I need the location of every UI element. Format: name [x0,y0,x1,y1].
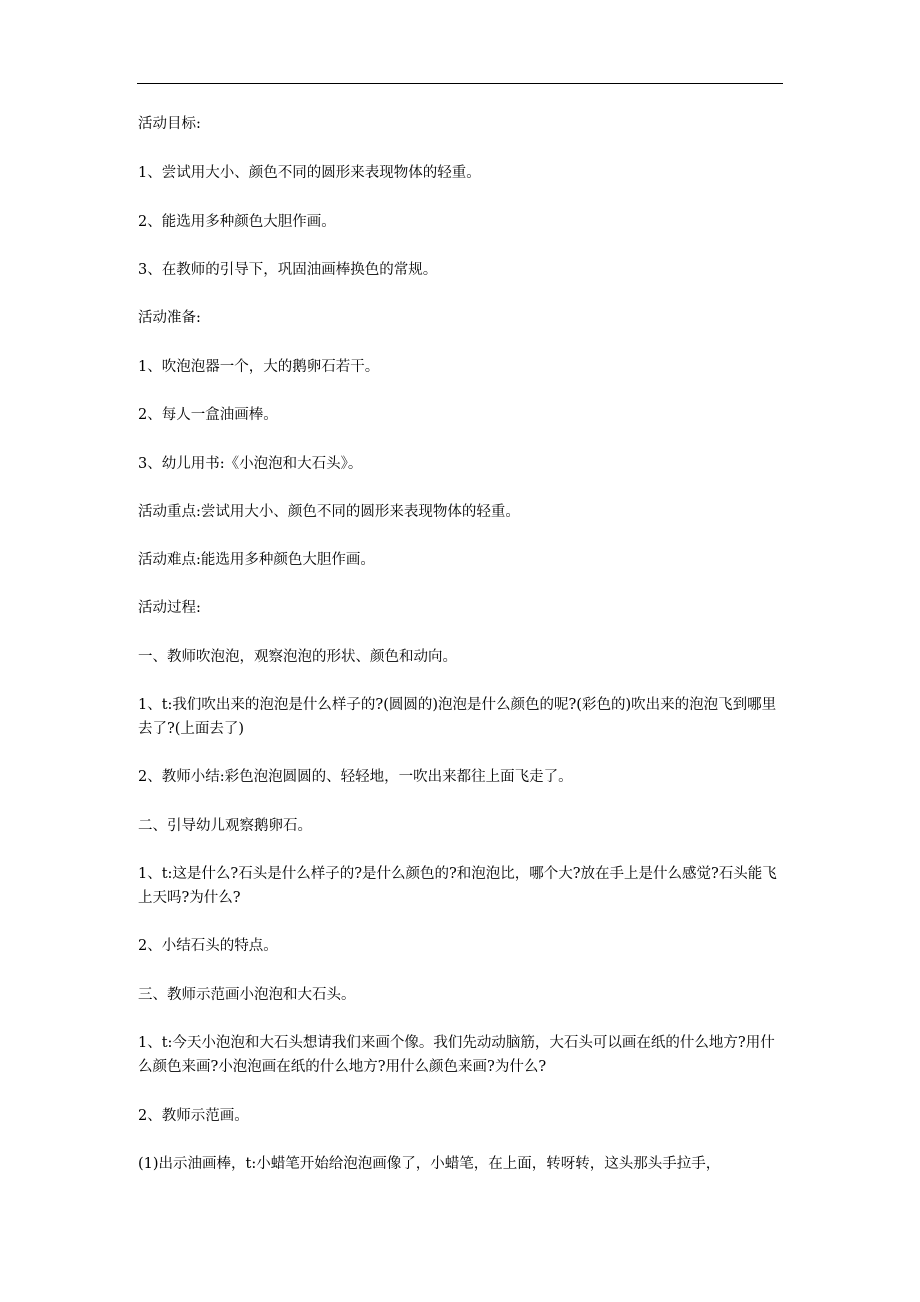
process-step-3-sub-1: (1)出示油画棒，t:小蜡笔开始给泡泡画像了，小蜡笔，在上面，转呀转，这头那头手拉手， [138,1156,721,1172]
process-step-1-item-2: 2、教师小结:彩色泡泡圆圆的、轻轻地，一吹出来都往上面飞走了。 [138,769,573,785]
process-step-1-item-1: 1、t:我们吹出来的泡泡是什么样子的?(圆圆的)泡泡是什么颜色的呢?(彩色的)吹出来的泡泡飞到哪里去了?(上面去了) [138,697,777,737]
prep-item-3: 3、幼儿用书:《小泡泡和大石头》。 [138,456,363,472]
heading-preparation: 活动准备: [138,310,201,326]
key-point: 活动重点:尝试用大小、颜色不同的圆形来表现物体的轻重。 [138,504,520,520]
prep-item-1: 1、吹泡泡器一个，大的鹅卵石若干。 [138,359,380,375]
difficult-point: 活动难点:能选用多种颜色大胆作画。 [138,552,375,568]
header-rule [137,83,783,84]
process-step-3-item-1: 1、t:今天小泡泡和大石头想请我们来画个像。我们先动动脑筋，大石头可以画在纸的什么地方?用什么颜色来画?小泡泡画在纸的什么地方?用什么颜色来画?为什么? [138,1035,775,1075]
process-step-3-item-2: 2、教师示范画。 [138,1108,249,1124]
goal-item-2: 2、能选用多种颜色大胆作画。 [138,214,336,230]
process-step-2-item-2: 2、小结石头的特点。 [138,938,278,954]
goal-item-3: 3、在教师的引导下，巩固油画棒换色的常规。 [138,262,438,278]
prep-item-2: 2、每人一盒油画棒。 [138,407,278,423]
heading-goals: 活动目标: [138,116,201,132]
process-step-3: 三、教师示范画小泡泡和大石头。 [138,987,356,1003]
process-step-2: 二、引导幼儿观察鹅卵石。 [138,818,312,834]
goal-item-1: 1、尝试用大小、颜色不同的圆形来表现物体的轻重。 [138,165,481,181]
heading-process: 活动过程: [138,600,201,616]
process-step-1: 一、教师吹泡泡，观察泡泡的形状、颜色和动向。 [138,649,457,665]
process-step-2-item-1: 1、t:这是什么?石头是什么样子的?是什么颜色的?和泡泡比，哪个大?放在手上是什么感觉?石头能飞上天吗?为什么? [138,866,777,906]
